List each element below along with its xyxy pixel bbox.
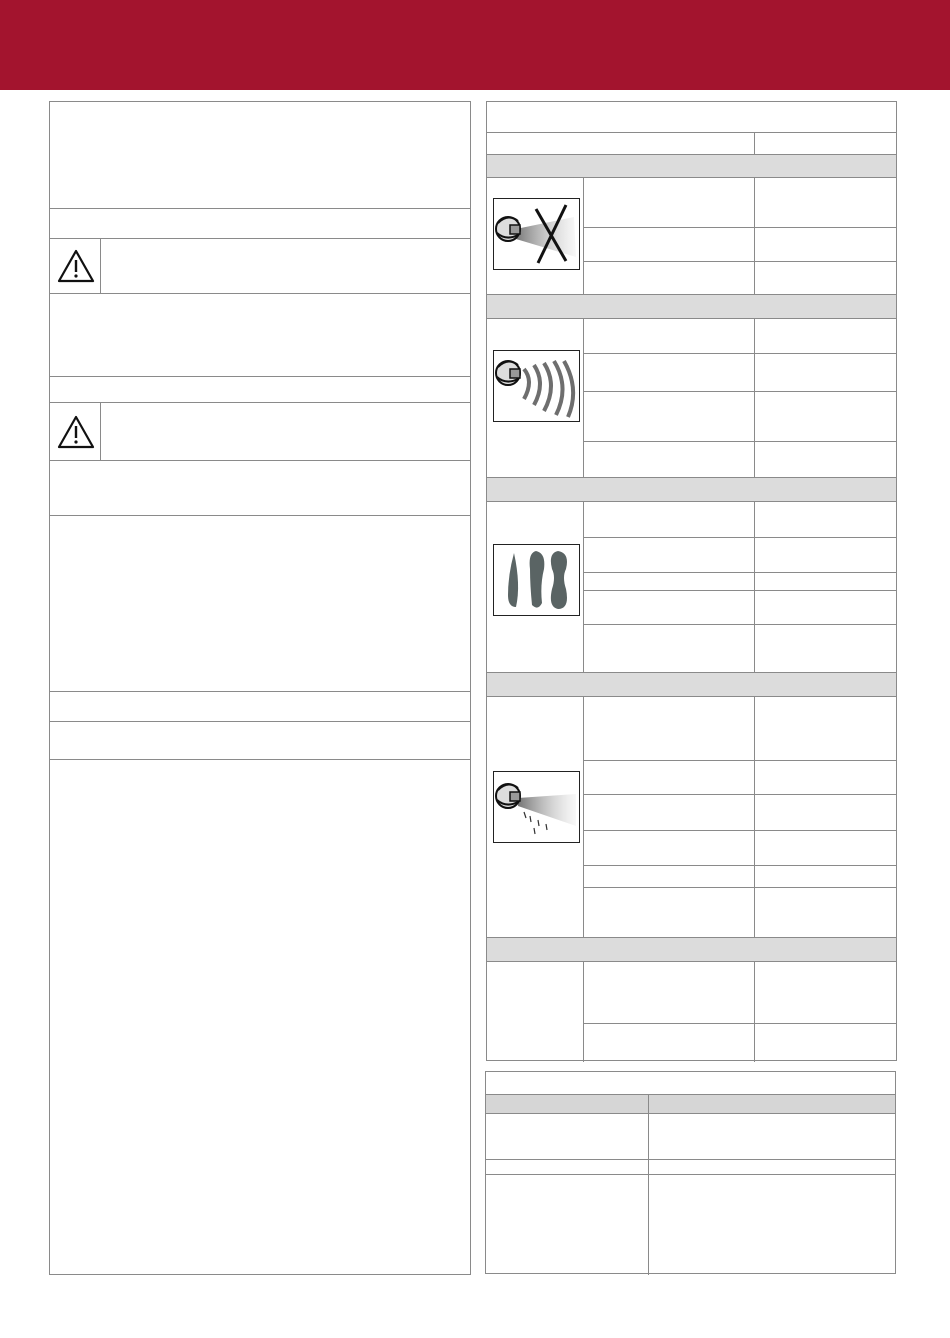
specification-table bbox=[485, 1071, 896, 1274]
blocked-spray-nozzle-icon bbox=[493, 198, 580, 270]
divider bbox=[50, 515, 470, 516]
divider bbox=[50, 376, 470, 377]
section-band bbox=[487, 294, 896, 319]
warning-cell bbox=[50, 403, 101, 460]
divider bbox=[50, 759, 470, 760]
section-band bbox=[487, 672, 896, 697]
divider bbox=[50, 208, 470, 209]
header-band bbox=[0, 0, 950, 90]
divider bbox=[50, 402, 470, 403]
section-band bbox=[487, 477, 896, 502]
divider bbox=[50, 691, 470, 692]
warning-cell bbox=[50, 239, 101, 293]
pulsing-spray-nozzle-icon bbox=[493, 350, 580, 422]
divider bbox=[50, 460, 470, 461]
warning-triangle-icon bbox=[57, 415, 95, 449]
spray-pattern-shapes-icon bbox=[493, 544, 580, 616]
section-band bbox=[487, 937, 896, 962]
section-band bbox=[487, 154, 896, 178]
troubleshooting-table bbox=[486, 101, 897, 1061]
divider bbox=[50, 293, 470, 294]
table-header-row bbox=[486, 1094, 895, 1113]
divider bbox=[50, 721, 470, 722]
spitting-spray-nozzle-icon bbox=[493, 771, 580, 843]
left-instructions-panel bbox=[49, 101, 471, 1275]
warning-triangle-icon bbox=[57, 249, 95, 283]
divider bbox=[50, 238, 470, 239]
